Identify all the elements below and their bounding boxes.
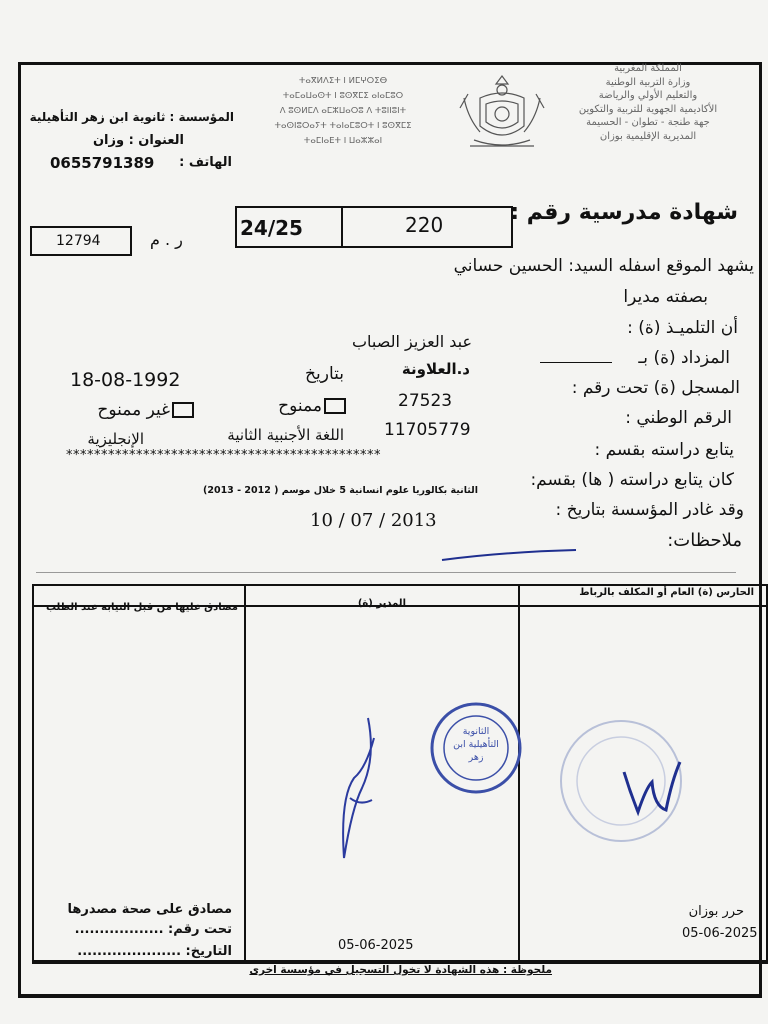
ministry-line: المديرية الإقليمية بوزان	[599, 130, 697, 142]
col-left-header: مصادق عليها من قبل النيابة عند الطلب	[45, 602, 238, 613]
tifinagh-line: ⵜⴰⴳⵍⴷⵉⵜ ⵏ ⵍⵎⵖⵔⵉⴱ	[298, 76, 388, 86]
left-line-2: تحت رقم: ..................	[74, 922, 232, 937]
class-label: يتابع دراسته بقسم :	[594, 440, 734, 460]
granted-label: ممنوح	[278, 396, 322, 416]
stars-line: *********************************************	[66, 448, 381, 463]
remarks-dotted-line	[36, 572, 736, 573]
pen-stroke	[440, 546, 580, 566]
number-box-divider	[341, 206, 343, 248]
tifinagh-line: ⵜⴰⵙⵏⵓⵔⴰⵢⵜ ⵜⴰⵏⴰⵎⵓⵔⵜ ⵏ ⵓⵙⴳⵎⵉ	[274, 121, 412, 131]
remarks-label: ملاحظات:	[667, 530, 742, 551]
certificate-title: شهادة مدرسية رقم :	[510, 200, 738, 225]
right-date: 05-06-2025	[682, 926, 758, 941]
ministry-line: الأكاديمية الجهوية للتربية والتكوين	[578, 103, 718, 115]
tifinagh-line: ⴷ ⵓⵙⵍⵎⴷ ⴰⵎⵣⵡⴰⵔⵓ ⴷ ⵜⵓⵏⵏⵓⵏⵜ	[279, 106, 407, 116]
right-place: حرر بوزان	[688, 904, 744, 919]
signature-divider-left	[244, 584, 246, 962]
col-middle-header: المدير (ة)	[357, 598, 406, 609]
national-id-label: الرقم الوطني :	[625, 408, 732, 428]
born-dotted-line	[540, 362, 612, 363]
prev-class-value: الثانية بكالوريا علوم انسانية 5 خلال موسم ( 2012 - 2013)	[203, 485, 478, 496]
ministry-line: المملكة المغربية	[614, 63, 682, 74]
second-language-label: اللغة الأجنبية الثانية	[227, 426, 344, 444]
registered-number: 27523	[398, 391, 453, 411]
tifinagh-line: ⵜⴰⵎⴰⵡⴰⵙⵜ ⵏ ⵓⵙⴳⵎⵉ ⴰⵏⴰⵎⵓⵔ	[282, 91, 404, 101]
footer-note: ملحوظة : هذه الشهادة لا تخول التسجيل في مؤسسة اخرى	[249, 964, 552, 976]
rm-label: ر . م	[150, 230, 183, 249]
institution-address: العنوان : وزان	[92, 133, 184, 148]
not-granted-option	[97, 400, 196, 420]
certificate-number: 220	[405, 213, 444, 237]
granted-checkbox[interactable]	[324, 398, 346, 414]
left-date: 10 / 07 / 2013	[310, 510, 437, 531]
born-date: 18-08-1992	[70, 369, 181, 391]
student-name: عبد العزيز الصباب	[351, 332, 472, 351]
ministry-line: وزارة التربية الوطنية	[605, 76, 691, 88]
born-place: د.العلاونة	[401, 360, 470, 378]
ministry-line: جهة طنجة - تطوان - الحسيمة	[586, 117, 710, 128]
middle-date: 05-06-2025	[338, 938, 414, 953]
phone-label: الهاتف :	[179, 155, 232, 170]
ministry-header	[548, 62, 748, 143]
rm-value: 12794	[56, 233, 101, 249]
left-label: وقد غادر المؤسسة بتاريخ :	[555, 500, 744, 520]
not-granted-checkbox[interactable]	[172, 402, 194, 418]
prev-class-label: كان يتابع دراسته ( ها) بقسم:	[530, 470, 734, 490]
capacity-line: بصفته مديرا	[623, 287, 708, 307]
student-label: أن التلميـذ (ة) :	[627, 318, 738, 338]
born-date-label: بتاريخ	[305, 364, 344, 384]
granted-option	[278, 396, 348, 416]
coat-of-arms-icon	[450, 68, 554, 156]
guardian-signature	[618, 758, 688, 818]
tifinagh-line: ⵜⴰⵎⵏⴰⴹⵜ ⵏ ⵡⴰⵣⵣⴰⵏ	[303, 136, 383, 146]
left-line-1: مصادق على صحة مصدرها	[67, 902, 232, 917]
national-id: 11705779	[384, 420, 471, 440]
school-year: 24/25	[240, 216, 303, 240]
not-granted-label: غير ممنوح	[97, 400, 170, 420]
registered-label: المسجل (ة) تحت رقم :	[571, 378, 740, 398]
institution-phone: 0655791389	[50, 154, 155, 172]
born-label: المزداد (ة) بـ	[638, 348, 730, 368]
left-line-3: التاريخ: .....................	[77, 944, 232, 959]
ministry-line: والتعليم الأولي والرياضة	[598, 90, 698, 101]
director-signature	[320, 710, 390, 860]
institution-name: المؤسسة : ثانوية ابن زهر التأهيلية	[29, 110, 234, 124]
col-right-header: الحارس (ة) العام أو المكلف بالرباط	[579, 587, 754, 598]
certify-line: يشهد الموقع اسفله السيد: الحسين حساني	[453, 256, 754, 276]
tifinagh-header	[238, 74, 448, 149]
second-language: الإنجليزية	[87, 430, 144, 448]
stamp-text: الثانوية التأهيلية ابن زهر	[453, 726, 499, 763]
